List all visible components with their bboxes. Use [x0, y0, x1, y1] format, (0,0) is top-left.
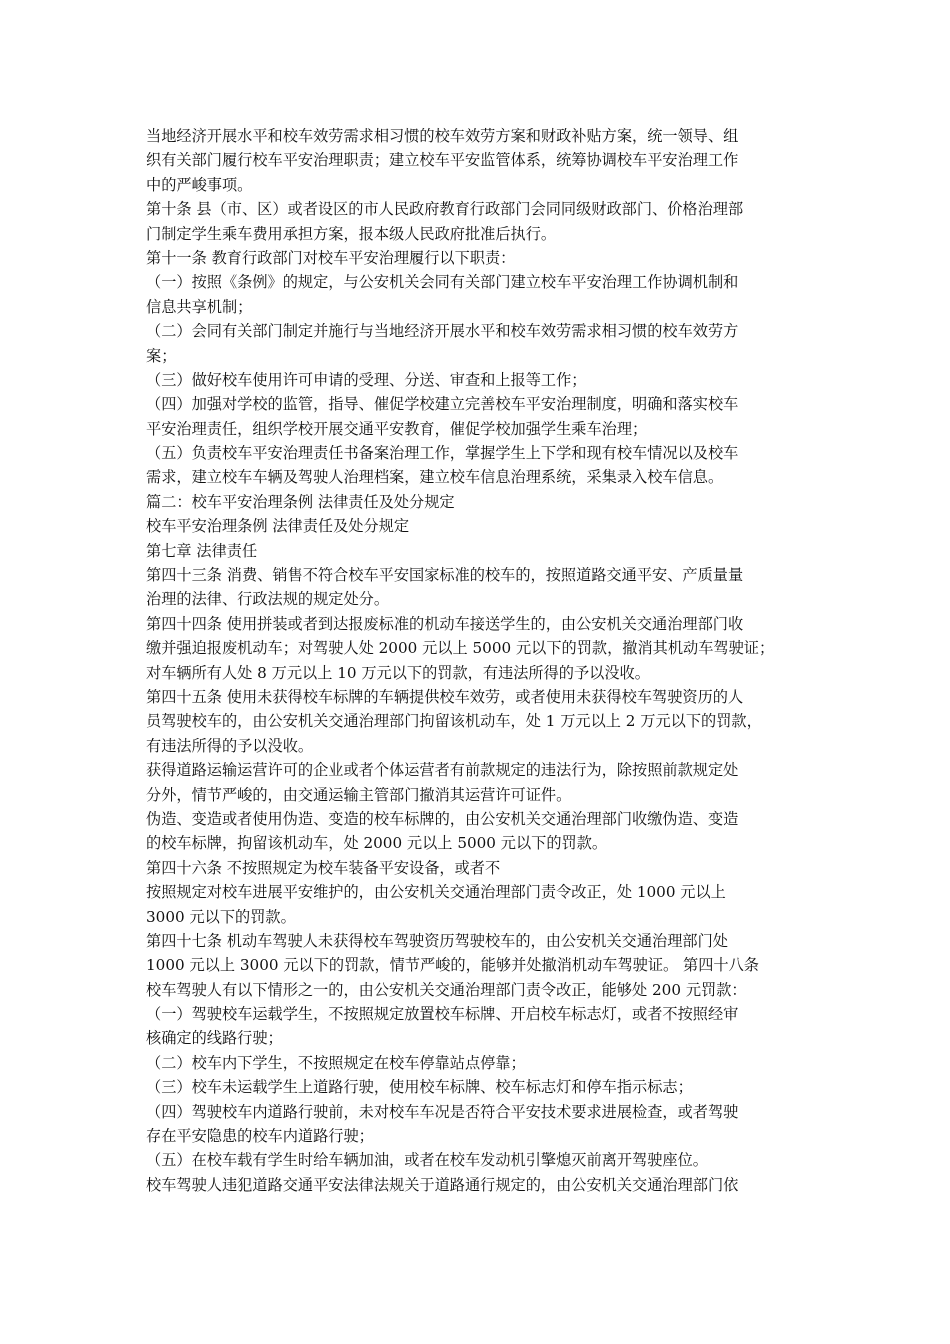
chapter-heading: 第七章 法律责任 [146, 541, 258, 560]
text-line: 平安治理责任，组织学校开展交通平安教育，催促学校加强学生乘车治理； [146, 419, 648, 438]
text-line: 门制定学生乘车费用承担方案，报本级人民政府批准后执行。 [146, 224, 557, 243]
text-line: 第四十三条 消费、销售不符合校车平安国家标准的校车的，按照道路交通平安、产质量量 [146, 566, 744, 585]
text-line: 第四十六条 不按照规定为校车装备平安设备，或者不 [146, 858, 501, 877]
text-line: 案； [146, 346, 177, 365]
text-line: （三）校车未运载学生上道路行驶，使用校车标牌、校车标志灯和停车指示标志； [146, 1078, 693, 1097]
text-line: 第十条 县（市、区）或者设区的市人民政府教育行政部门会同同级财政部门、价格治理部 [146, 200, 744, 219]
text-line: 第四十四条 使用拼装或者到达报废标准的机动车接送学生的，由公安机关交通治理部门收 [146, 614, 744, 633]
text-line: 校车驾驶人违犯道路交通平安法律法规关于道路通行规定的，由公安机关交通治理部门依 [146, 1175, 739, 1194]
text-line: 中的严峻事项。 [146, 175, 253, 194]
text-line: （四）驾驶校车内道路行驶前，未对校车车况是否符合平安技术要求进展检查，或者驾驶 [146, 1102, 739, 1121]
section-heading: 篇二：校车平安治理条例 法律责任及处分规定 [146, 492, 455, 511]
text-line: 第四十七条 机动车驾驶人未获得校车驾驶资历驾驶校车的，由公安机关交通治理部门处 [146, 931, 728, 950]
text-line: 1000 元以上 3000 元以下的罚款，情节严峻的，能够并处撤消机动车驾驶证。 第四十八条 [146, 956, 759, 975]
text-line: （一）驾驶校车运载学生，不按照规定放置校车标牌、开启校车标志灯，或者不按照经审 [146, 1005, 739, 1024]
text-line: 第十一条 教育行政部门对校车平安治理履行以下职责： [146, 248, 516, 267]
text-line: 伪造、变造或者使用伪造、变造的校车标牌的，由公安机关交通治理部门收缴伪造、变造 [146, 809, 739, 828]
text-line: 有违法所得的予以没收。 [146, 736, 314, 755]
text-line: 信息共享机制； [146, 297, 253, 316]
text-line: 分外，情节严峻的，由交通运输主管部门撤消其运营许可证件。 [146, 785, 572, 804]
text-line: 存在平安隐患的校车内道路行驶； [146, 1127, 374, 1146]
text-line: 员驾驶校车的，由公安机关交通治理部门拘留该机动车，处 1 万元以上 2 万元以下的罚款， [146, 712, 762, 731]
text-line: （二）会同有关部门制定并施行与当地经济开展水平和校车效劳需求相习惯的校车效劳方 [146, 322, 739, 341]
document-title: 校车平安治理条例 法律责任及处分规定 [146, 517, 410, 536]
text-line: 需求，建立校车车辆及驾驶人治理档案，建立校车信息治理系统，采集录入校车信息。 [146, 468, 724, 487]
text-line: 核确定的线路行驶； [146, 1029, 283, 1048]
text-line: （五）负责校车平安治理责任书备案治理工作，掌握学生上下学和现有校车情况以及校车 [146, 444, 739, 463]
text-line: 织有关部门履行校车平安治理职责；建立校车平安监管体系，统筹协调校车平安治理工作 [146, 151, 739, 170]
text-line: 校车驾驶人有以下情形之一的，由公安机关交通治理部门责令改正，能够处 200 元罚款： [146, 980, 747, 999]
text-line: 获得道路运输运营许可的企业或者个体运营者有前款规定的违法行为，除按照前款规定处 [146, 761, 739, 780]
text-line: （二）校车内下学生，不按照规定在校车停靠站点停靠； [146, 1053, 526, 1072]
text-line: 当地经济开展水平和校车效劳需求相习惯的校车效劳方案和财政补贴方案，统一领导、组 [146, 127, 739, 145]
text-line: 第四十五条 使用未获得校车标牌的车辆提供校车效劳，或者使用未获得校车驾驶资历的人 [146, 687, 744, 706]
text-line: （五）在校车载有学生时给车辆加油，或者在校车发动机引擎熄灭前离开驾驶座位。 [146, 1151, 708, 1170]
text-line: 对车辆所有人处 8 万元以上 10 万元以下的罚款，有违法所得的予以没收。 [146, 663, 650, 682]
document-body [146, 124, 822, 1197]
text-line: 的校车标牌，拘留该机动车，处 2000 元以上 5000 元以下的罚款。 [146, 834, 608, 853]
text-line: （一）按照《条例》的规定，与公安机关会同有关部门建立校车平安治理工作协调机制和 [146, 273, 739, 292]
text-line: （三）做好校车使用许可申请的受理、分送、审查和上报等工作； [146, 370, 587, 389]
text-line: 缴并强迫报废机动车；对驾驶人处 2000 元以上 5000 元以下的罚款，撤消其机动车驾驶证； [146, 639, 775, 658]
text-line: 按照规定对校车进展平安维护的，由公安机关交通治理部门责令改正，处 1000 元以上 [146, 883, 726, 902]
text-line: 3000 元以下的罚款。 [146, 907, 296, 926]
text-line: （四）加强对学校的监管，指导、催促学校建立完善校车平安治理制度，明确和落实校车 [146, 395, 739, 414]
text-line: 治理的法律、行政法规的规定处分。 [146, 590, 389, 609]
